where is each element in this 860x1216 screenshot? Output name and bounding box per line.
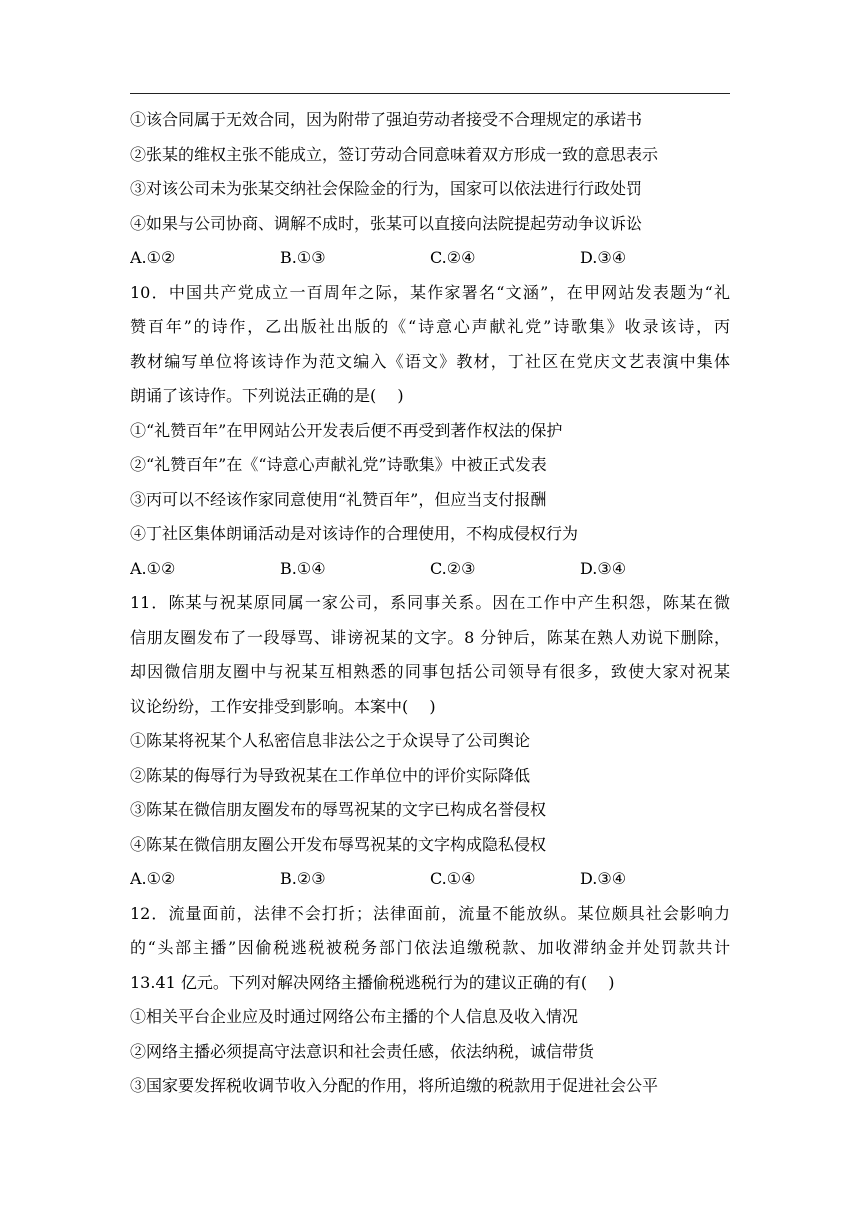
q12-option-1: ①相关平台企业应及时通过网络公布主播的个人信息及收入情况 [130,1007,579,1026]
q11-choice-a: A.①② [130,869,176,888]
q9-option-4: ④如果与公司协商、调解不成时，张某可以直接向法院提起劳动争议诉讼 [130,213,643,233]
q12-stem-line-3: 13.41 亿元。下列对解决网络主播偷税逃税行为的建议正确的有( ) [130,972,615,992]
q9-option-2: ②张某的维权主张不能成立，签订劳动合同意味着双方形成一致的意思表示 [130,144,659,164]
q9-choices [130,241,730,276]
q9-choice-c: C.②④ [430,248,476,267]
q11-option-2: ②陈某的侮辱行为导致祝某在工作单位中的评价实际降低 [130,765,531,785]
q9-choice-d: D.③④ [580,248,627,267]
q9-option-3: ③对该公司未为张某交纳社会保险金的行为，国家可以依法进行行政处罚 [130,179,643,198]
q11-choice-b: B.②③ [280,869,326,888]
q12-option-3: ③国家要发挥税收调节收入分配的作用，将所追缴的税款用于促进社会公平 [130,1076,659,1095]
q10-stem-line-1: 10．中国共产党成立一百周年之际，某作家署名“文涵”，在甲网站发表题为“礼 [130,282,730,302]
q11-stem-line-2: 信朋友圈发布了一段辱骂、诽谤祝某的文字。8 分钟后，陈某在熟人劝说下删除， [130,627,730,647]
header-rule [130,93,730,94]
q11-option-1: ①陈某将祝某个人私密信息非法公之于众误导了公司舆论 [130,731,531,750]
q10-choice-a: A.①② [130,558,176,578]
q10-choice-d: D.③④ [580,558,627,578]
question-10 [130,276,730,587]
q10-choice-c: C.②③ [430,558,476,578]
q11-stem-line-3: 却因微信朋友圈中与祝某互相熟悉的同事包括公司领导有很多，致使大家对祝某 [130,662,730,681]
question-12 [130,897,730,1104]
q10-option-1: ①“礼赞百年”在甲网站公开发表后便不再受到著作权法的保护 [130,420,563,440]
q9-option-1: ①该合同属于无效合同，因为附带了强迫劳动者接受不合理规定的承诺书 [130,110,643,129]
q12-stem-line-1: 12．流量面前，法律不会打折；法律面前，流量不能放纵。某位颇具社会影响力 [130,903,730,923]
q9-choice-b: B.①③ [280,248,326,267]
question-11 [130,586,730,897]
q10-option-4: ④丁社区集体朗诵活动是对该诗作的合理使用，不构成侵权行为 [130,524,579,543]
q10-stem-line-3: 教材编写单位将该诗作为范文编入《语文》教材，丁社区在党庆文艺表演中集体 [130,351,730,371]
q11-choice-d: D.③④ [580,869,627,888]
q11-stem-line-1: 11．陈某与祝某原同属一家公司，系同事关系。因在工作中产生积怨，陈某在微 [130,593,730,612]
q11-option-4: ④陈某在微信朋友圈公开发布辱骂祝某的文字构成隐私侵权 [130,834,547,854]
q10-option-2: ②“礼赞百年”在《“诗意心声献礼党”诗歌集》中被正式发表 [130,455,547,474]
exam-content [130,103,730,1104]
q10-choice-b: B.①④ [280,558,326,578]
q12-option-2: ②网络主播必须提高守法意识和社会责任感，依法纳税，诚信带货 [130,1041,595,1061]
q11-choices [130,862,730,897]
q9-choice-a: A.①② [130,248,176,267]
q10-choices [130,552,730,587]
question-9 [130,103,730,276]
q10-stem-line-4: 朗诵了该诗作。下列说法正确的是( ) [130,386,404,405]
q11-option-3: ③陈某在微信朋友圈发布的辱骂祝某的文字已构成名誉侵权 [130,800,547,819]
q11-stem-line-4: 议论纷纷，工作安排受到影响。本案中( ) [130,696,436,716]
q10-option-3: ③丙可以不经该作家同意使用“礼赞百年”，但应当支付报酬 [130,489,547,509]
q10-stem-line-2: 赞百年”的诗作，乙出版社出版的《“诗意心声献礼党”诗歌集》收录该诗，丙 [130,317,730,336]
q12-stem-line-2: 的“头部主播”因偷税逃税被税务部门依法追缴税款、加收滞纳金并处罚款共计 [130,938,730,957]
q11-choice-c: C.①④ [430,869,476,888]
